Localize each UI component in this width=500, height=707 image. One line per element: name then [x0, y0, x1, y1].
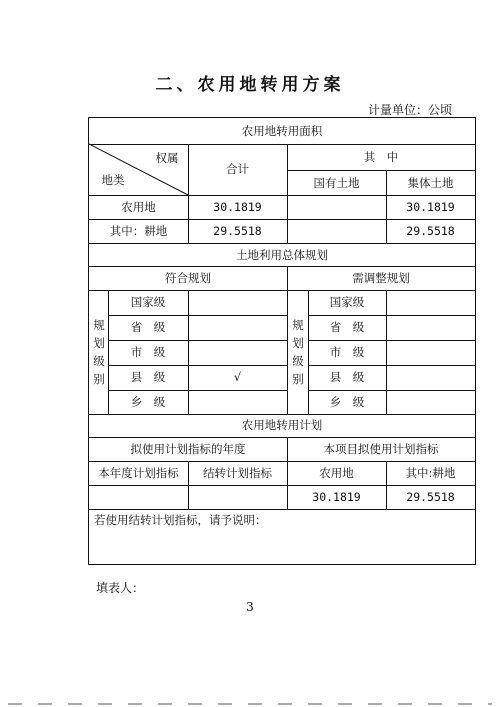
carryover-explanation-note: 若使用结转计划指标，请予说明： — [94, 513, 267, 527]
cultivated-collective-value: 29.5518 — [406, 224, 455, 238]
adjust-level-township: 乡 级 — [329, 395, 365, 409]
scan-edge-dashes — [0, 702, 500, 707]
conversion-plan-table — [88, 117, 476, 565]
rule — [287, 170, 475, 171]
farmland-total-value: 30.1819 — [213, 200, 262, 214]
farmland-quota-header: 农用地 — [319, 466, 354, 480]
rule — [108, 340, 287, 341]
conform-side-label: 规 划 级 别 — [93, 318, 105, 386]
corner-landtype-label: 地类 — [101, 173, 125, 187]
project-header: 本项目拟使用计划指标 — [323, 442, 439, 456]
adjust-level-county: 县 级 — [329, 370, 365, 384]
conversion-section-header: 农用地转用计划 — [241, 418, 323, 432]
conform-header: 符合规划 — [165, 271, 211, 285]
rule — [89, 290, 475, 291]
cultivated-quota-header: 其中:耕地 — [405, 466, 456, 480]
rule — [89, 414, 475, 415]
total-header: 合计 — [226, 162, 249, 176]
level-city: 市 级 — [130, 345, 166, 359]
level-township: 乡 级 — [130, 395, 166, 409]
level-county: 县 级 — [130, 370, 166, 384]
rule — [308, 390, 475, 391]
cultivated-quota-value: 29.5518 — [406, 490, 455, 504]
page-number: 3 — [246, 600, 254, 614]
rule — [89, 461, 475, 462]
rule — [89, 485, 475, 486]
row-label-cultivated: 其中：耕地 — [109, 224, 168, 238]
year-header: 拟使用计划指标的年度 — [130, 442, 246, 456]
adjust-side-label: 规 划 级 别 — [292, 318, 304, 386]
of-which-header: 其 中 — [363, 150, 399, 164]
rule — [89, 437, 475, 438]
rule — [308, 365, 475, 366]
adjust-level-national: 国家级 — [329, 295, 365, 309]
area-section-header: 农用地转用面积 — [241, 124, 323, 138]
rule — [287, 266, 288, 414]
form-filler-label: 填表人： — [96, 581, 145, 595]
rule — [108, 365, 287, 366]
measurement-unit: 计量单位：公顷 — [367, 103, 452, 117]
farmland-collective-value: 30.1819 — [406, 200, 455, 214]
rule — [308, 340, 475, 341]
adjust-level-city: 市 级 — [329, 345, 365, 359]
level-national: 国家级 — [130, 295, 166, 309]
plan-section-header: 土地利用总体规划 — [236, 248, 328, 262]
rule — [89, 266, 475, 267]
carryover-quota-header: 结转计划指标 — [203, 466, 272, 480]
annual-quota-header: 本年度计划指标 — [98, 466, 179, 480]
rule — [89, 243, 475, 244]
farmland-quota-value: 30.1819 — [312, 490, 361, 504]
rule — [386, 290, 387, 414]
conform-mark-county-check: √ — [233, 370, 242, 384]
adjust-header: 需调整规划 — [352, 271, 410, 285]
rule — [108, 315, 287, 316]
rule — [89, 509, 475, 510]
rule — [89, 219, 475, 220]
cultivated-total-value: 29.5518 — [213, 224, 262, 238]
state-owned-header: 国有土地 — [313, 176, 360, 190]
adjust-level-province: 省 级 — [329, 320, 365, 334]
collective-header: 集体土地 — [407, 176, 454, 190]
level-province: 省 级 — [130, 320, 166, 334]
rule — [308, 315, 475, 316]
page-title: 二、农用地转用方案 — [155, 75, 345, 95]
row-label-farmland: 农用地 — [121, 200, 156, 214]
rule — [108, 390, 287, 391]
rule — [188, 290, 189, 414]
corner-ownership-label: 权属 — [155, 151, 179, 165]
